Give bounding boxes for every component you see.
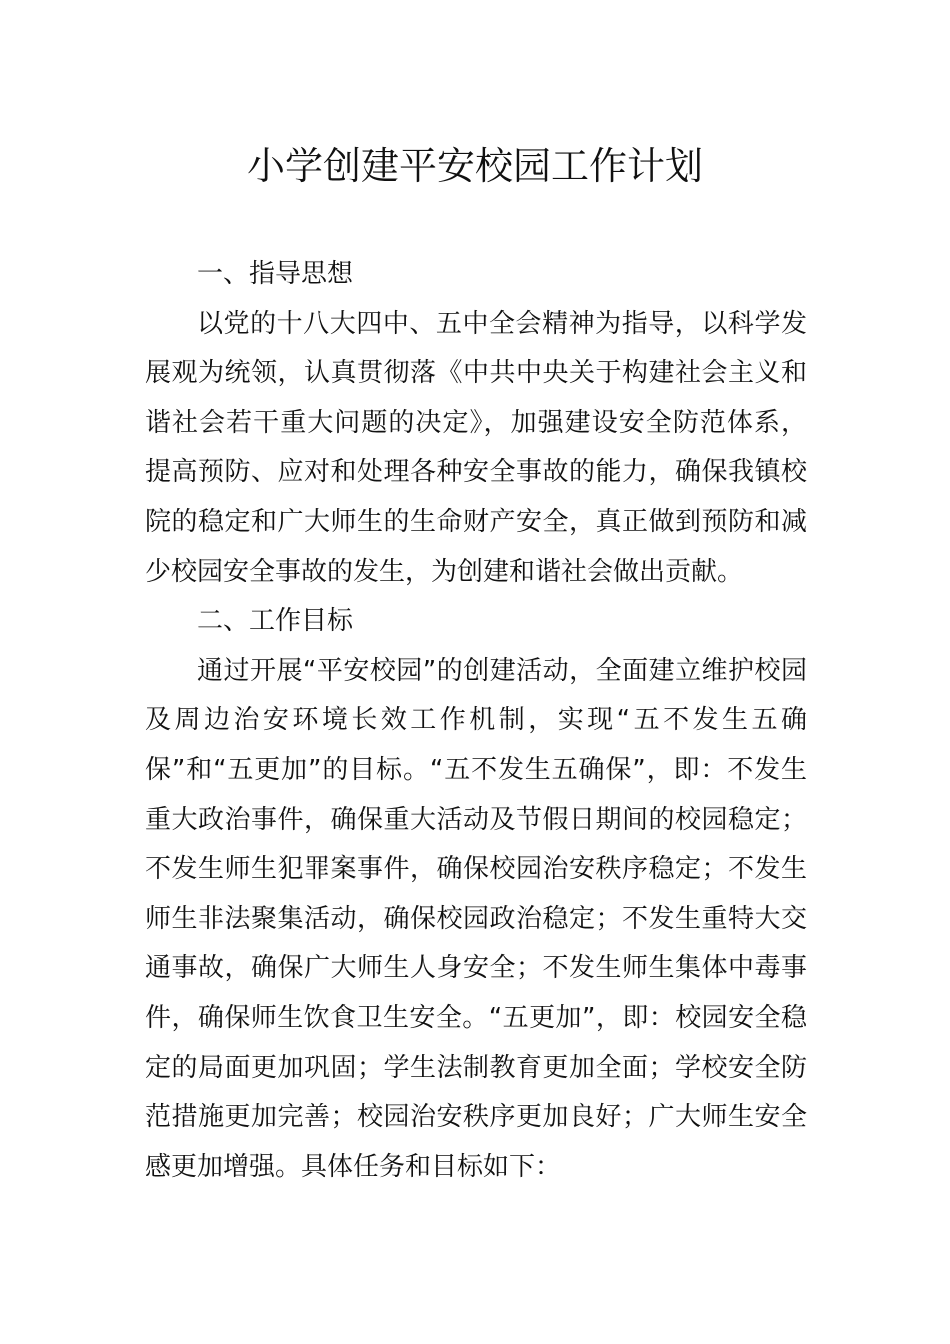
document-title: 小学创建平安校园工作计划: [246, 144, 703, 188]
section-heading-work-goals: 二、工作目标: [197, 606, 354, 637]
section-heading-guiding-ideology: 一、指导思想: [197, 259, 354, 289]
document-body: [145, 250, 807, 1192]
section-paragraph-work-goals: 通过开展“平安校园”的创建活动，全面建立维护校园及周边治安环境长效工作机制，实现“五不发生五确保”和“五更加”的目标。“五不发生五确保”，即：不发生重大政治事件，确保重大活动及节假日期间的校园稳定；不发生师生犯罪案事件，确保校园治安秩序稳定；不发生师生非法聚集活动，确保校园政治稳定；不发生重特大交通事故，确保广大师生人身安全；不发生师生集体中毒事件，确保师生饮食卫生安全。“五更加”，即：校园安全稳定的局面更加巩固；学生法制教育更加全面；学校安全防范措施更加完善；校园治安秩序更加良好；广大师生安全感更加增强。具体任务和目标如下：: [145, 655, 807, 1182]
section-paragraph-guiding-ideology: 以党的十八大四中、五中全会精神为指导，以科学发展观为统领，认真贯彻落《中共中央关于构建社会主义和谐社会若干重大问题的决定》，加强建设安全防范体系，提高预防、应对和处理各种安全事故的能力，确保我镇校院的稳定和广大师生的生命财产安全，真正做到预防和减少校园安全事故的发生，为创建和谐社会做出贡献。: [145, 308, 807, 587]
